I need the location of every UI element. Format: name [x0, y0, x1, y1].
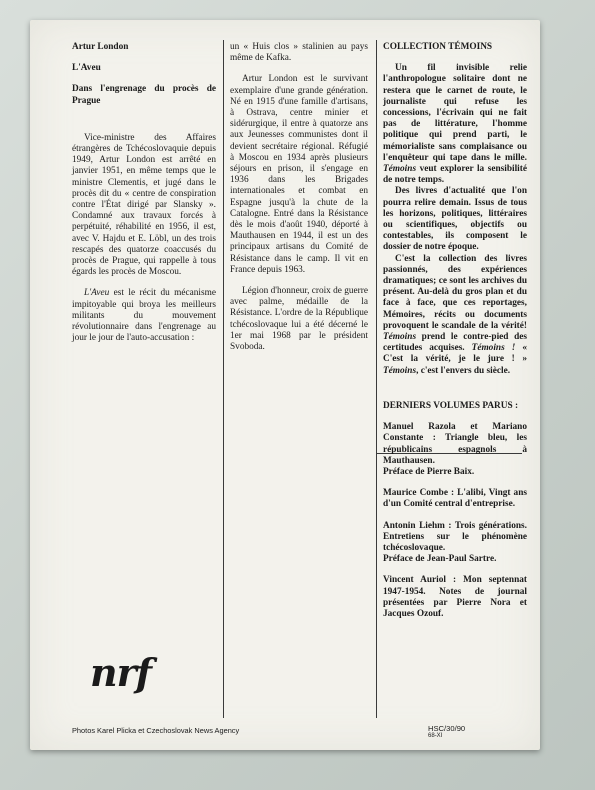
- photo-credits: Photos Karel Plicka et Czechoslovak News Agency: [72, 726, 240, 735]
- collection-paragraph-1: [383, 63, 527, 186]
- volume-preface: Préface de Pierre Baix.: [383, 466, 475, 477]
- catalog-code: HSC/30/90: [428, 724, 466, 733]
- collection-heading: COLLECTION TÉMOINS: [383, 42, 493, 52]
- latest-volumes-heading: DERNIERS VOLUMES PARUS :: [383, 400, 519, 411]
- volume-entry: Antonin Liehm : Trois générations. Entretiens sur le phénomène tchécoslovaque.: [383, 520, 527, 553]
- column-divider-right: [376, 40, 377, 718]
- collection-name-3: Témoins !: [471, 343, 516, 354]
- paragraph-aveu: [72, 288, 216, 344]
- column-divider-left: [223, 40, 224, 718]
- paragraph-continuation: un « Huis clos » stalinien au pays même de Kafka.: [230, 42, 368, 64]
- collection-text-1b: veut explorer la sensibilité de notre temps.: [383, 164, 527, 186]
- author-name: Artur London: [72, 42, 129, 52]
- collection-text-3d: , c'est l'envers du siècle.: [416, 365, 511, 376]
- volume-entry: Vincent Auriol : Mon septennat 1947-1954. Notes de journal présentées par Pierre Nora et Jacques Ozouf.: [383, 575, 527, 619]
- collection-paragraph-2: Des livres d'actualité que l'on pourra relire demain. Issus de tous les horizons, politiques, littéraires ou scientifiques, objectifs ou contestables, ils composent le dossier de notre époque.: [383, 186, 527, 253]
- collection-text-3c: « C'est la vérité, je le jure ! »: [383, 343, 527, 365]
- volume-preface: Préface de Jean-Paul Sartre.: [383, 554, 497, 565]
- volume-entry: Maurice Combe : L'alibi, Vingt ans d'un Comité central d'entreprise.: [383, 488, 527, 510]
- paragraph-summary: Vice-ministre des Affaires étrangères de Tchécoslovaquie depuis 1949, Artur London est arrêté en janvier 1951, en même temps que le ministre Clementis, et jugé dans le procès dit du « centre de conspiration contre l'État dirigé par Slansky ». Condamné aux travaux forcés à perpétuité, réhabilité en 1956, il est, avec V. Hajdu et E. Löbl, un des trois rescapés des quatorze coaccusés du procès de Prague, qui rappelle à tous égards les procès de Moscou.: [72, 132, 216, 278]
- collection-text-3b: prend le contre-pied des certitudes acquises.: [383, 332, 527, 354]
- collection-text-1a: Un fil invisible relie l'anthropologue solitaire dont ne restera que le carnet de route, le journaliste qui refuse les concessions, l'écrivain qui ne fait pas de littérature, l'homme politique qui prend parti, le mémorialiste sans complaisance ou l'enquêteur qui tape dans le mille.: [383, 63, 527, 163]
- collection-text-3a: C'est la collection des livres passionnés, des expériences dramatiques; ce sont les archives du présent. Au-delà du gros plan et du face à face, que ces reportages, Mémoires, récits ou documents provoquent le scandale de la vérité!: [383, 253, 527, 331]
- nrf-logo: nrf: [90, 650, 151, 695]
- collection-name: Témoins: [383, 164, 417, 175]
- book-title: L'Aveu: [72, 63, 101, 74]
- paragraph-honours: Légion d'honneur, croix de guerre avec palme, médaille de la Résistance. L'ordre de la République tchécoslovaque lui a été décerné le 1er mai 1968 par le président Svoboda.: [230, 286, 368, 353]
- book-subtitle: Dans l'engrenage du procès de Prague: [72, 84, 216, 106]
- volume-entry: Manuel Razola et Mariano Constante : Triangle bleu, les républicains espagnols à Mauthausen.: [383, 422, 527, 466]
- collection-name-2: Témoins: [383, 332, 417, 343]
- title-ref: L'Aveu: [84, 288, 110, 299]
- paragraph-biography: Artur London est le survivant exemplaire d'une grande génération. Né en 1915 d'une famille d'artisans, à Ostrava, centre minier et sidérurgique, il entre à quatorze ans aux Jeunesses communistes dont il devient secrétaire régional. Réfugié à Moscou en 1934 après plusieurs séjours en prison, il s'engage en 1936 dans les Brigades internationales et combat en Espagne jusqu'à la chute de la Catalogne. Entré dans la Résistance dès le mois d'août 1940, déporté à Mauthausen en 1944, il est un des principaux artisans du Comité de Résistance dans le camp. Il vit en France depuis 1963.: [230, 74, 368, 275]
- left-column: [72, 42, 216, 344]
- right-column: [383, 42, 527, 620]
- collection-name-4: Témoins: [383, 365, 417, 376]
- catalog-subcode: 68-XI: [428, 733, 443, 739]
- paragraph-aveu-text: est le récit du mécanisme impitoyable qui broya les meilleurs militants du mouvement révolutionnaire dans l'engrenage au jour le jour de l'auto-accusation :: [72, 288, 216, 344]
- middle-column: [230, 42, 368, 353]
- collection-paragraph-3: [383, 254, 527, 377]
